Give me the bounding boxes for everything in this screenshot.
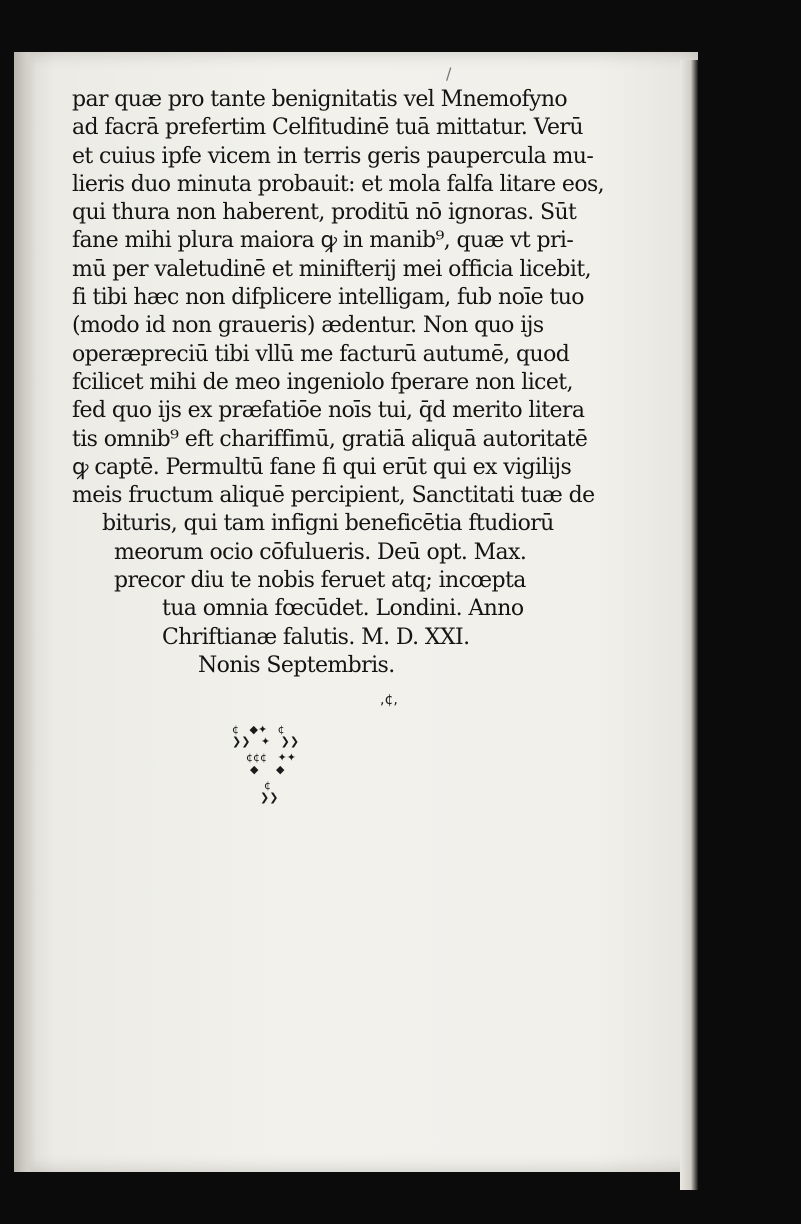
text-line: fed quo ijs ex præfatiōe noīs tui, q̄d merito litera (72, 398, 585, 424)
text-line: Chriftianæ falutis. M. D. XXI. (162, 624, 470, 650)
text-line: qui thura non haberent, proditū nō ignoras. Sūt (72, 200, 577, 226)
text-line: tua omnia fœcūdet. Londini. Anno (162, 596, 524, 622)
text-line: fcilicet mihi de meo ingeniolo fperare non licet, (72, 369, 573, 395)
text-line: et cuius ipfe vicem in terris geris paupercula mu- (72, 143, 594, 169)
ornament-row: ¢ ◆✦ ¢ (232, 723, 285, 736)
text-line: ad facrā prefertim Celfitudinē tuā mittatur. Verū (72, 115, 583, 141)
latin-text-block (72, 86, 605, 680)
text-line: (modo id non graueris) ædentur. Non quo ijs (72, 313, 544, 339)
page-fore-edge (680, 60, 698, 1190)
text-line: par quæ pro tante benignitatis vel Mnemofyno (72, 87, 568, 112)
ornament-row: ❯❯ ✦ ❯❯ (232, 735, 300, 748)
text-line: fi tibi hæc non difplicere intelligam, fub noīe tuo (72, 285, 584, 311)
text-line: lieris duo minuta probauit: et mola falfa litare eos, (72, 171, 605, 197)
text-line: fane mihi plura maiora ꝙ in manib⁹, quæ vt pri- (72, 228, 574, 254)
ornament-row: ¢ (264, 779, 271, 792)
text-line: precor diu te nobis feruet atq; incœpta (114, 568, 526, 594)
text-line: ꝙ captē. Permultū fane fi qui erūt qui ex vigilijs (72, 454, 572, 480)
text-line: meis fructum aliquē percipient, Sanctitati tuæ de (72, 483, 595, 509)
stray-mark: / (446, 64, 452, 83)
text-line: mū per valetudinē et minifterij mei officia licebit, (72, 256, 591, 282)
ornament-row: ¢¢¢ ✦✦ (246, 751, 296, 764)
ornament-trail: ,¢, (380, 692, 398, 708)
text-line: meorum ocio cōfulueris. Deū opt. Max. (114, 539, 527, 565)
text-line: Nonis Septembris. (198, 652, 395, 678)
text-line: bituris, qui tam infigni beneficētia ftudiorū (102, 511, 554, 537)
page-gutter-shadow (14, 52, 36, 1172)
text-line: tis omnib⁹ eft chariffimū, gratiā aliquā autoritatē (72, 426, 588, 452)
ornament-row: ❯❯ (260, 791, 279, 804)
text-line: operæpreciū tibi vllū me facturū autumē, quod (72, 341, 570, 367)
ornament-row: ◆ ◆ (250, 763, 285, 776)
